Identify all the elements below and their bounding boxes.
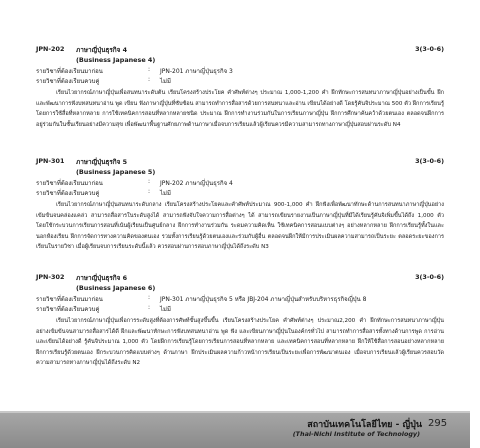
course-header [36,273,444,284]
prerequisite-label: รายวิชาที่ต้องเรียนมาก่อน [36,296,103,303]
course-description: เรียนไวยากรณ์ภาษาญี่ปุ่นสนทนาระดับกลาง เรียนโครงสร้างประโยคและคำศัพท์ประมาณ 900-1,000 คำ ฝึกฟังเพื่อพัฒนาทักษะด้านการสนทนาภาษาญี่ปุ่นอย่างเข้มข้นจนคล่องแคล่ว สามารถสื่อสารในระดับสูงได้ สามารถฟังจับใจความการสื่อต่างๆ ได้ สามารถเขียนรายงานเป็นภาษาญี่ปุ่นที่มีได้เรียนรู้คันจิเพิ่มขึ้นได้ถึง 1,000 ตัว โดยใช้กระบวนการเรียนการสอนที่เน้นผู้เรียนเป็นศูนย์กลาง ฝึกการทำงานร่วมกัน ระดมความคิดเห็น ใช้เทคนิคการสอนแบบต่างๆ อย่างหลากหลาย ฝึกการเรียนรู้ทั้งในและนอกห้องเรียน ฝึกการจัดการทางความคิดของตนเอง รวมทั้งการเรียนรู้ด้วยตนเองและร่วมกับผู้อื่น ตลอดจนฝึกให้มีการประเมินผลความสามารถเป็นระยะ ตลอดระยะของการเรียนในรายวิชา เมื่อผู้เรียนจบการเรียนระดับนี้แล้ว ควรสอบผ่านการสอบภาษาญี่ปุ่นได้ถึงระดับ N3 [36,202,444,251]
course-credits: 3(3-0-6) [415,45,444,53]
course-entry [36,273,444,369]
course-credits: 3(3-0-6) [415,273,444,281]
course-title-thai: ภาษาญี่ปุ่นธุรกิจ 6 [76,274,128,282]
corequisite-label: รายวิชาที่ต้องเรียนควบคู่ [36,306,100,313]
course-code: JPN-302 [36,273,65,281]
corequisite-label: รายวิชาที่ต้องเรียนควบคู่ [36,190,100,197]
course-code: JPN-202 [36,45,65,53]
course-title-thai: ภาษาญี่ปุ่นธุรกิจ 5 [76,158,128,166]
separator-colon: : [148,188,151,195]
prerequisite-label: รายวิชาที่ต้องเรียนมาก่อน [36,180,103,187]
course-header [36,45,444,56]
corequisite-label: รายวิชาที่ต้องเรียนควบคู่ [36,78,100,85]
prerequisite-value: JPN-301 ภาษาญี่ปุ่นธุรกิจ 5 หรือ JBJ-204 ภาษาญี่ปุ่นสำหรับบริหารธุรกิจญี่ปุ่น 8 [160,296,367,303]
course-description: เรียนไวยากรณ์ภาษาญี่ปุ่นเพื่อการระดับสูงที่ต้องการศัพท์ขั้นสูงขึ้นขึ้น เรียนโครงสร้างประโยค คำศัพท์ต่างๆ ประมาณ2,200 คำ ฝึกทักษะการสนทนาภาษาญี่ปุ่นอย่างเข้มข้นจนสามารถสื่อสารได้ดี ฝึกและพัฒนาทักษะการฟังบทสนทนาอ่าน พูด ฟัง และเขียนภาษาญี่ปุ่นในองค์กรทั่วไป สามารถทำการสื่อสารทั้งทางด้านการพูด การอ่าน และเขียนได้อย่างดี รู้คันจิประมาณ 1,000 ตัว โดยฝึกการเรียนรู้โดยการเรียนการสอนที่หลากหลาย และเทคนิคการสอนที่หลากหลาย ฝึกให้ใช้สื่อการสอนอย่างหลากหลาย ฝึกการเรียนรู้ด้วยตนเอง ฝึกระบวนการคิดแบบต่างๆ ด้านภาษา ฝึกประเมินผลความก้าวหน้าการเรียนเป็นระยะเพื่อการพัฒนาตนเอง เมื่อจบการเรียนแล้วผู้เรียนควรสอบวัดความสามารถทางภาษาญี่ปุ่นได้ถึงระดับ N2 [36,318,444,367]
corequisite-row [36,76,444,86]
course-title-english: (Business Japanese 4) [76,56,156,64]
prerequisite-row [36,294,444,304]
course-entry [36,157,444,253]
course-credits: 3(3-0-6) [415,157,444,165]
prerequisite-row [36,178,444,188]
course-entry [36,45,444,130]
course-code: JPN-301 [36,157,65,165]
course-description: เรียนไวยากรณ์ภาษาญี่ปุ่นเพื่อสนทนาระดับต้น เรียนโครงสร้างประโยค คำศัพท์ต่างๆ ประมาณ 1,000-1,200 คำ ฝึกทักษะการสนทนาภาษาญี่ปุ่นอย่างเป็นขั้น ฝึกและพัฒนาการฟังบทสนทนาอ่าน พูด เขียน ฟังภาษาญี่ปุ่นที่ซับซ้อน สามารถทำการสื่อสารด้วยการสนทนาและอ่าน เขียนได้อย่างดี โดยรู้คันจิประมาณ 500 ตัว ฝึกการเรียนรู้โดยการใช้สื่อที่หลากหลาย การใช้เทคนิคการสอนที่หลากหลายชนิด ประมาณ ฝึกการทำงานร่วมกันในการเรียนภาษาญี่ปุ่น ฝึกการศึกษาค้นคว้าด้วยตนเอง ตลอดจนฝึกการอยู่ร่วมกันในชั้นเรียนอย่างมีความสุข เพื่อพัฒนาพื้นฐานศักยภาพด้านภาษาเมื่อจบการเรียนแล้วผู้เรียนควรมีความสามารถทางภาษาญี่ปุ่นสอบผ่านระดับ N4 [36,90,444,128]
footer-band-highlight [0,411,470,413]
separator-colon: : [148,76,151,83]
corequisite-value: ไม่มี [160,78,171,85]
separator-colon: : [148,66,151,73]
corequisite-value: ไม่มี [160,306,171,313]
course-title-english: (Business Japanese 5) [76,168,156,176]
prerequisite-value: JPN-202 ภาษาญี่ปุ่นธุรกิจ 4 [160,180,233,187]
course-title-thai: ภาษาญี่ปุ่นธุรกิจ 4 [76,46,128,54]
separator-colon: : [148,178,151,185]
corequisite-row [36,304,444,314]
page-number: 295 [428,418,448,429]
prerequisite-value: JPN-201 ภาษาญี่ปุ่นธุรกิจ 3 [160,68,233,75]
institute-name-english: (Thai-Nichi Institute of Technology) [292,430,420,438]
prerequisite-row [36,66,444,76]
separator-colon: : [148,304,151,311]
course-header [36,157,444,168]
course-title-english: (Business Japanese 6) [76,284,156,292]
separator-colon: : [148,294,151,301]
institute-name-thai: สถาบันเทคโนโลยีไทย - ญี่ปุ่น [307,420,422,430]
corequisite-row [36,188,444,198]
prerequisite-label: รายวิชาที่ต้องเรียนมาก่อน [36,68,103,75]
corequisite-value: ไม่มี [160,190,171,197]
